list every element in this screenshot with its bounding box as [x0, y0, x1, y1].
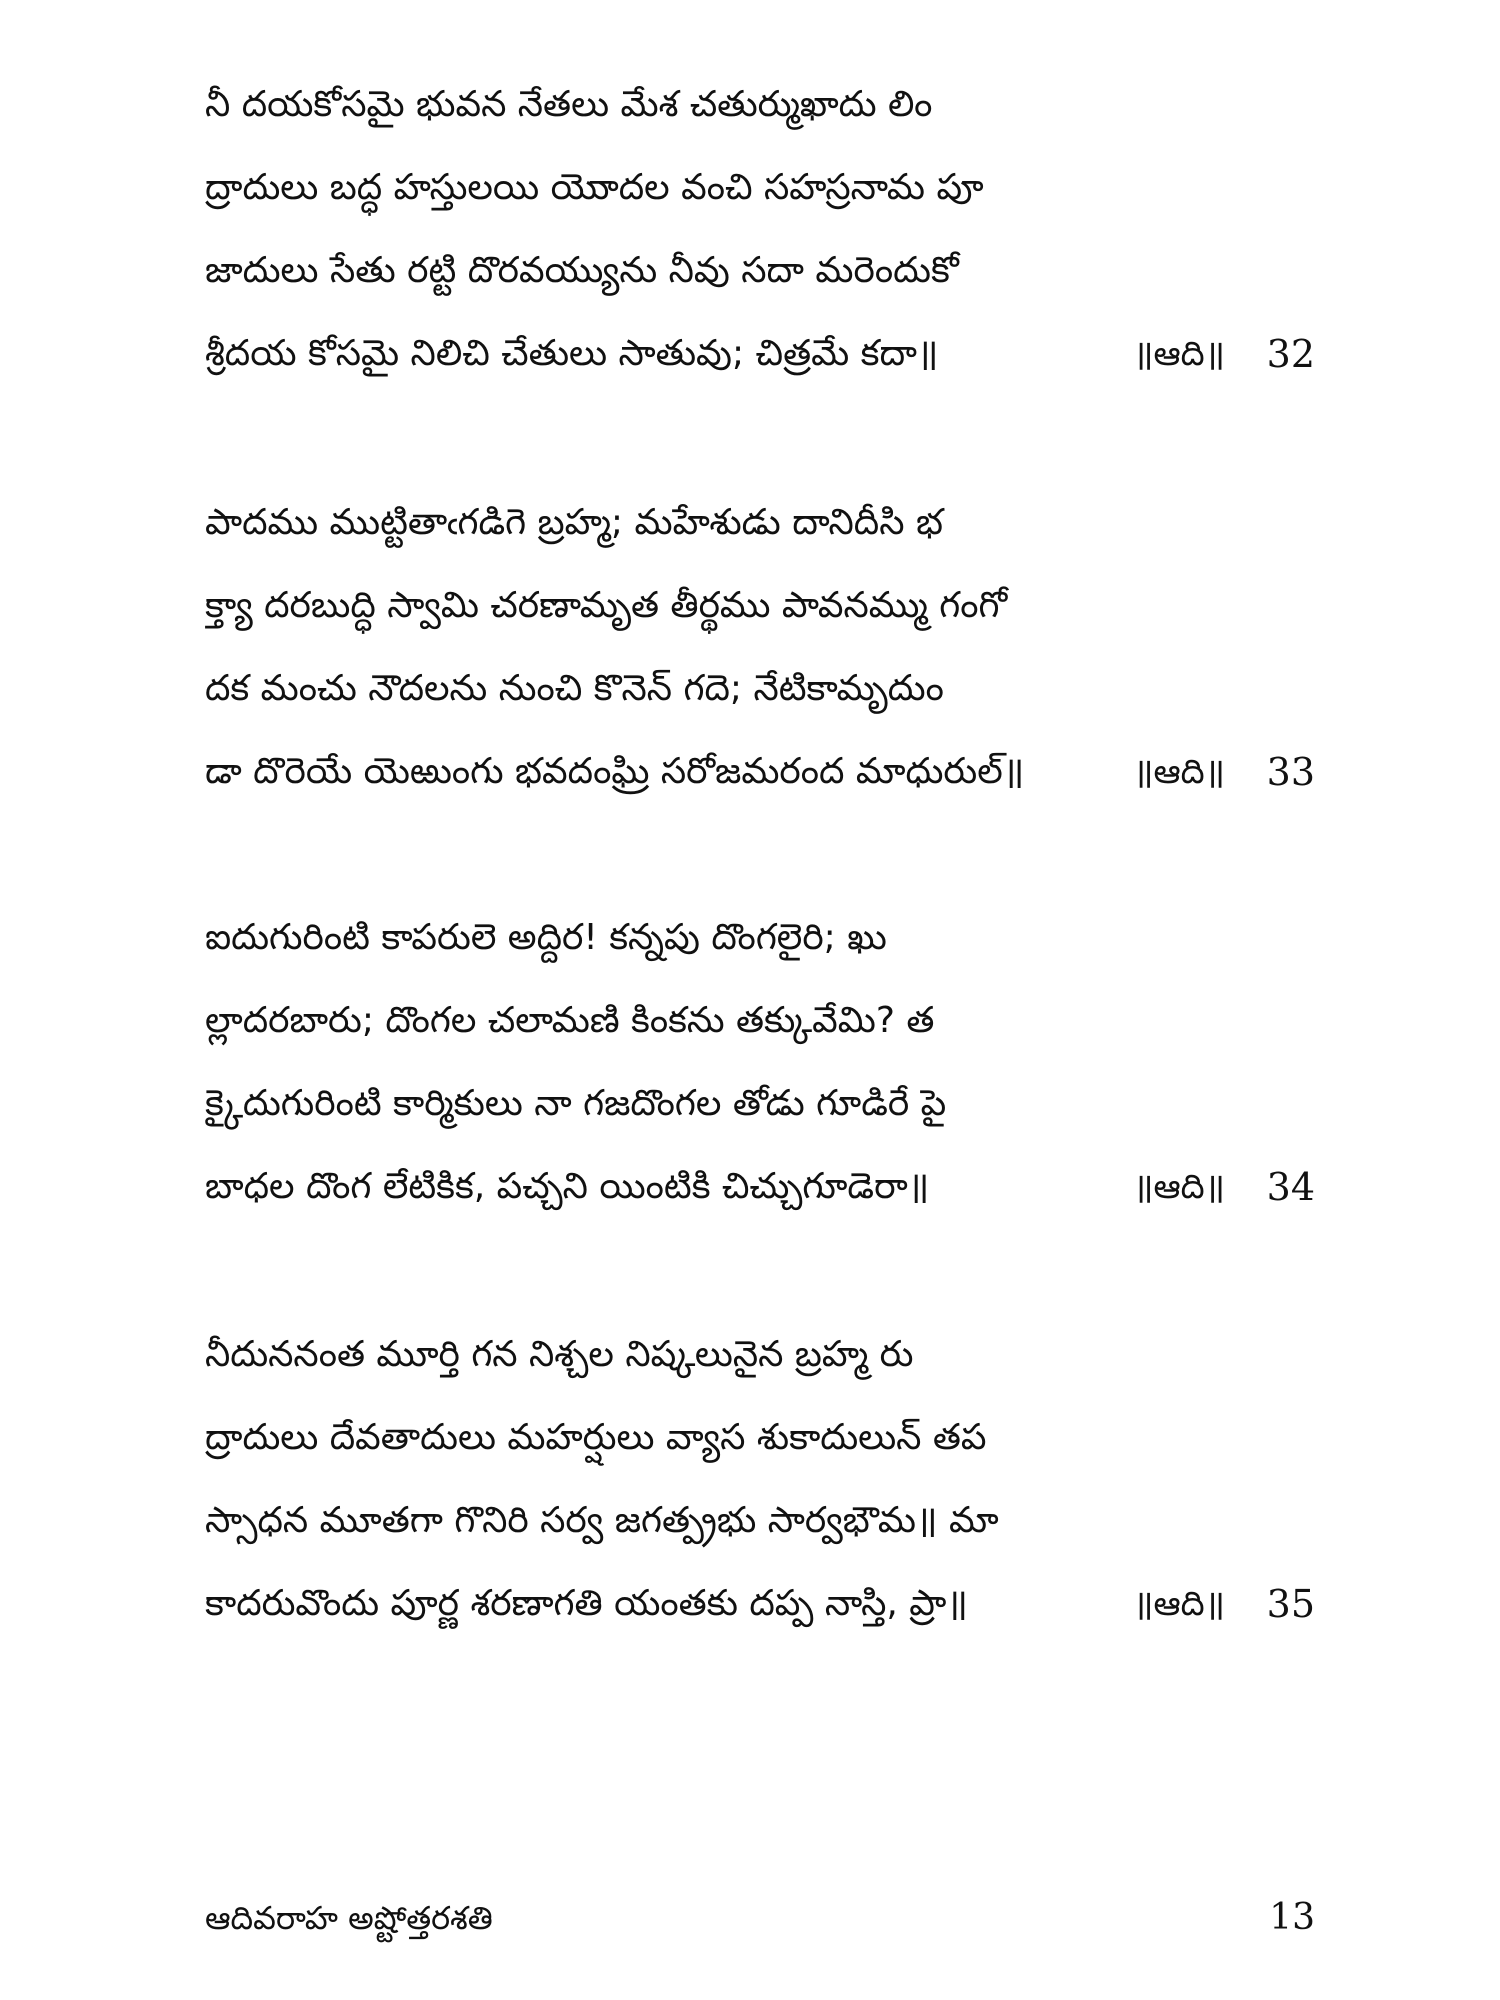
refrain-marker: ॥ఆది॥ — [1133, 334, 1225, 374]
verse-line — [205, 1488, 1315, 1571]
book-title: ఆదివరాహ అష్టోత్తరశతి — [205, 1899, 493, 1937]
verse-line — [205, 739, 1315, 822]
verse-line — [205, 1571, 1315, 1654]
verse-line — [205, 573, 1315, 656]
verse-line-text: బాధల దొంగ లేటికిక, పచ్చని యింటికి చిచ్చుగూడెరా॥ — [205, 1166, 930, 1207]
verse-line-text: స్సాధన మూతగా గొనిరి సర్వ జగత్ప్రభు సార్వభౌమ॥ మా — [205, 1500, 999, 1541]
verse-line-text: నీదుననంత మూర్తి గన నిశ్చల నిష్కలునైన బ్రహ్మ రు — [205, 1334, 914, 1375]
verse-number: 34 — [1266, 1165, 1315, 1209]
verse-line — [205, 1071, 1315, 1154]
verse-number: 33 — [1266, 750, 1315, 794]
page-number: 13 — [1269, 1897, 1315, 1938]
verse-line-text: ఐదుగురింటి కాపరులె అద్దిర! కన్నపు దొంగలైరి; ఖు — [205, 917, 887, 958]
verse-line-text: దక మంచు నౌదలను నుంచి కొనెన్ గదె; నేటికామృదుం — [205, 668, 944, 709]
verse-34 — [205, 905, 1315, 1237]
verse-line — [205, 656, 1315, 739]
verse-line-text: పాదము ముట్టితాఁగడిగె బ్రహ్మ; మహేశుడు దానిదీసి భ — [205, 502, 943, 543]
verse-line-text: నీ దయకోసమై భువన నేతలు మేశ చతుర్ముఖాదు లిం — [205, 84, 933, 125]
verse-line — [205, 321, 1315, 404]
verse-number: 35 — [1266, 1582, 1315, 1626]
verse-number: 32 — [1266, 332, 1315, 376]
refrain-marker: ॥ఆది॥ — [1133, 752, 1225, 792]
verse-line-text: కాదరువొందు పూర్ణ శరణాగతి యంతకు దప్ప నాస్తి, ప్రా॥ — [205, 1583, 968, 1624]
verse-line — [205, 1405, 1315, 1488]
verse-line-text: జాదులు సేతు రట్టి దొరవయ్యును నీవు సదా మరెందుకో — [205, 250, 959, 291]
refrain-marker: ॥ఆది॥ — [1133, 1584, 1225, 1624]
verse-line — [205, 988, 1315, 1071]
verse-line — [205, 905, 1315, 988]
verse-line — [205, 155, 1315, 238]
verse-line — [205, 238, 1315, 321]
verse-line — [205, 1154, 1315, 1237]
verse-line — [205, 1322, 1315, 1405]
verse-33 — [205, 490, 1315, 822]
page-footer — [205, 1888, 1315, 1948]
verse-line-text: ల్లాదరబారు; దొంగల చలామణి కింకను తక్కువేమి? త — [205, 1000, 935, 1041]
verse-line — [205, 72, 1315, 155]
verse-line-text: ద్రాదులు దేవతాదులు మహర్షులు వ్యాస శుకాదులున్ తప — [205, 1417, 987, 1458]
verse-35 — [205, 1322, 1315, 1654]
verse-line-text: క్కైదుగురింటి కార్మికులు నా గజదొంగల తోడు గూడిరే పై — [205, 1083, 947, 1124]
verse-line-text: శ్రీదయ కోసమై నిలిచి చేతులు సాతువు; చిత్రమే కదా॥ — [205, 333, 939, 374]
verse-line-text: ద్రాదులు బద్ధ హస్తులయి యొాదల వంచి సహస్రనామ పూ — [205, 167, 984, 208]
refrain-marker: ॥ఆది॥ — [1133, 1167, 1225, 1207]
verse-line-text: డా దొరెయే యెఱుంగు భవదంఘ్రి సరోజమరంద మాధురుల్॥ — [205, 751, 1025, 792]
verse-32 — [205, 72, 1315, 404]
verse-line-text: క్త్యా దరబుద్ధి స్వామి చరణామృత తీర్థము పావనమ్ము గంగో — [205, 585, 1008, 626]
verse-line — [205, 490, 1315, 573]
